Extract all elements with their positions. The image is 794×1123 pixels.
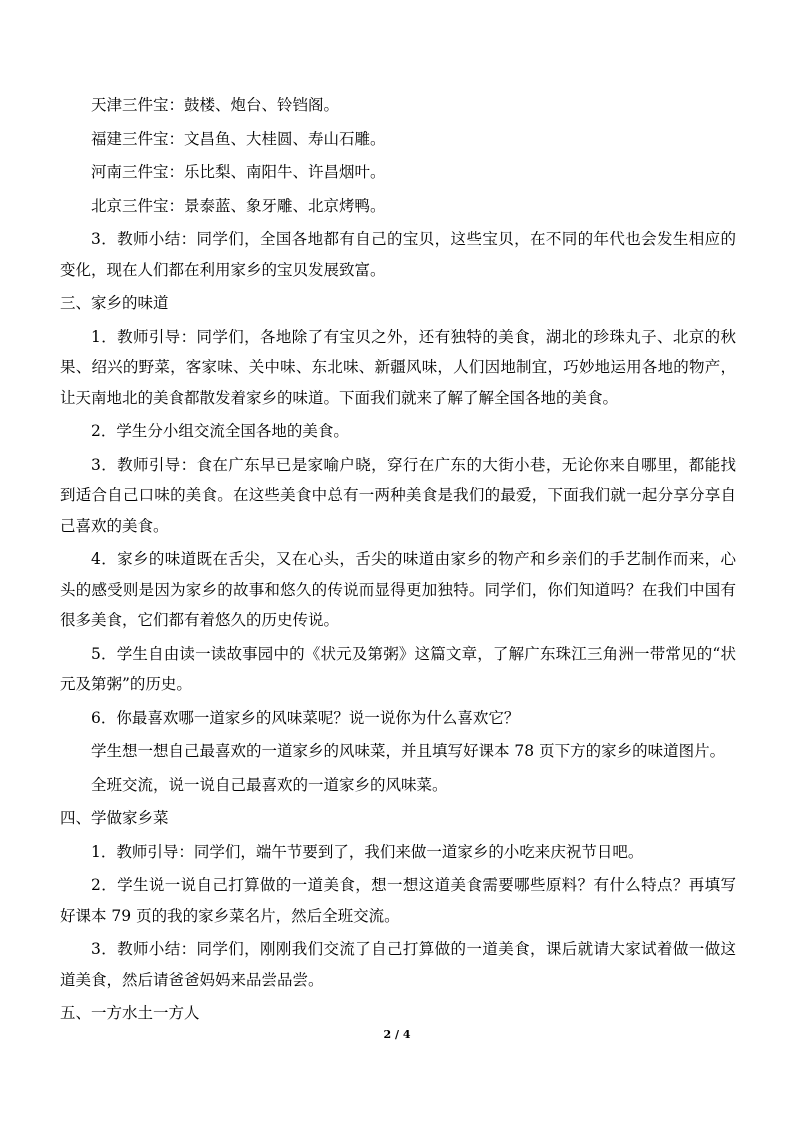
section-heading-local-people: 五、一方水土一方人 xyxy=(60,1004,200,1022)
paragraph-treasures-fujian: 福建三件宝：文昌鱼、大桂圆、寿山石雕。 xyxy=(91,129,386,148)
paragraph-treasures-tianjin: 天津三件宝：鼓楼、炮台、铃铛阁。 xyxy=(91,96,340,114)
section-heading-hometown-taste: 三、家乡的味道 xyxy=(60,294,169,312)
paragraph-favorite-dish-question: 6．你最喜欢哪一道家乡的风味菜呢？说一说你为什么喜欢它？ xyxy=(91,708,520,727)
paragraph-student-plan-dish: 2．学生说一说自己打算做的一道美食，想一想这道美食需要哪些原料？有什么特点？再填写好课本 79 页的我的家乡菜名片，然后全班交流。 xyxy=(60,876,736,925)
paragraph-treasures-henan: 河南三件宝：乐比梨、南阳牛、许昌烟叶。 xyxy=(91,163,386,181)
paragraph-hometown-taste: 4．家乡的味道既在舌尖，又在心头，舌尖的味道由家乡的物产和乡亲们的手艺制作而来，心头的感受则是因为家乡的故事和悠久的传说而显得更加独特。同学们，你们知道吗？在我们中国有很多美食，它们都有着悠久的历史传说。 xyxy=(60,550,736,629)
paragraph-teacher-guide-1: 1．教师引导：同学们，各地除了有宝贝之外，还有独特的美食，湖北的珍珠丸子、北京的秋果、绍兴的野菜，客家味、关中味、东北味、新疆风味，人们因地制宜，巧妙地运用各地的物产，让天南地北的美食都散发着家乡的味道。下面我们就来了解了解全国各地的美食。 xyxy=(60,327,736,407)
paragraph-teacher-guide-3: 3．教师引导：食在广东早已是家喻户晓，穿行在广东的大街小巷，无论你来自哪里，都能找到适合自己口味的美食。在这些美食中总有一两种美食是我们的最爱，下面我们就一起分享分享自己喜欢的美食。 xyxy=(60,455,736,535)
document-body xyxy=(60,90,736,1032)
paragraph-treasures-beijing: 北京三件宝：景泰蓝、象牙雕、北京烤鸭。 xyxy=(91,196,386,215)
paragraph-dragon-boat-guide: 1．教师引导：同学们，端午节要到了，我们来做一道家乡的小吃来庆祝节日吧。 xyxy=(91,842,644,861)
paragraph-student-fill-in: 学生想一想自己最喜欢的一道家乡的风味菜，并且填写好课本 78 页下方的家乡的味道图片。 xyxy=(91,742,726,760)
section-heading-cook-hometown-dish: 四、学做家乡菜 xyxy=(60,809,169,827)
paragraph-story-reading: 5．学生自由读一读故事园中的《状元及第粥》这篇文章，了解广东珠江三角洲一带常见的“状元及第粥”的历史。 xyxy=(60,644,736,693)
page-number: 2 / 4 xyxy=(383,1028,411,1041)
paragraph-group-exchange: 2．学生分小组交流全国各地的美食。 xyxy=(91,422,349,440)
paragraph-teacher-summary-1: 3．教师小结：同学们，全国各地都有自己的宝贝，这些宝贝，在不同的年代也会发生相应的变化，现在人们都在利用家乡的宝贝发展致富。 xyxy=(60,230,736,279)
paragraph-teacher-summary-2: 3．教师小结：同学们，刚刚我们交流了自己打算做的一道美食，课后就请大家试着做一做这道美食，然后请爸爸妈妈来品尝品尝。 xyxy=(60,940,736,989)
paragraph-class-exchange: 全班交流，说一说自己最喜欢的一道家乡的风味菜。 xyxy=(91,775,448,794)
